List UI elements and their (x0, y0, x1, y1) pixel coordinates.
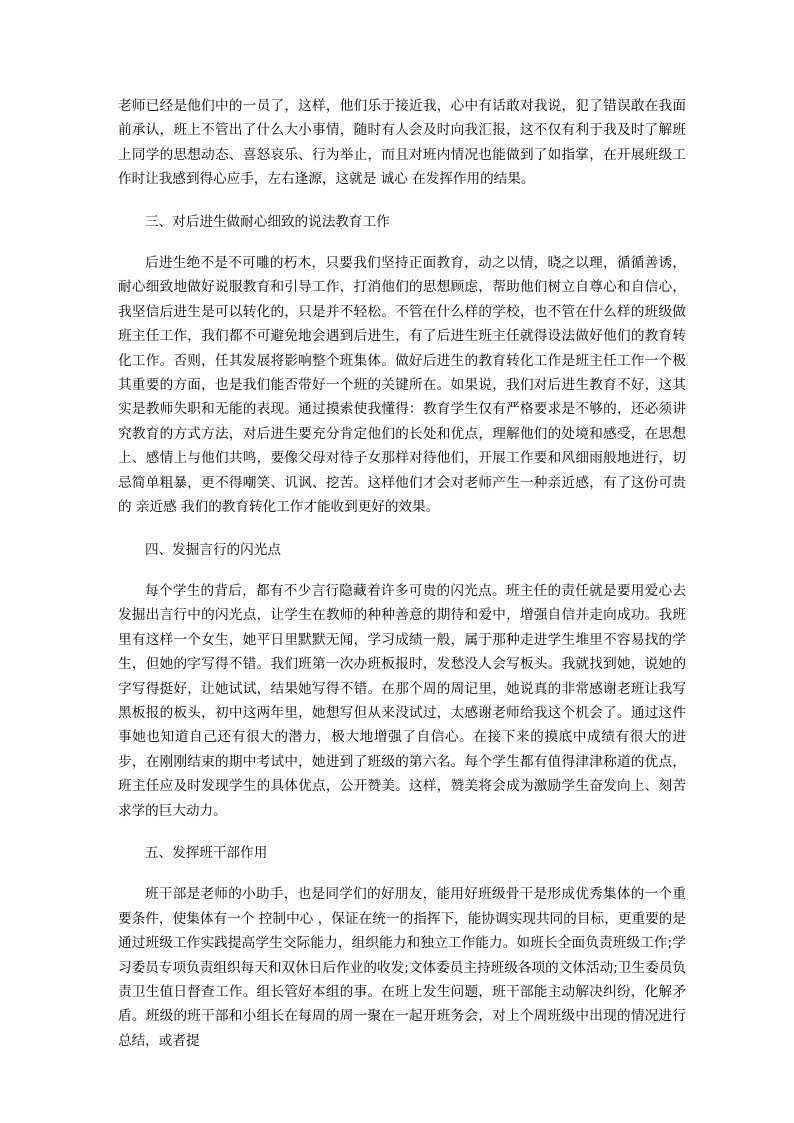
paragraph-section-5: 班干部是老师的小助手，也是同学们的好朋友，能用好班级骨干是形成优秀集体的一个重要条件，使集体有一个 控制中心 ，保证在统一的指挥下，能协调实现共同的目标，更重要的是通过班级工作实践提高学生交际能力，组织能力和独立工作能力。如班长全面负责班级工作;学习委员专项负责组织每天和双休日后作业的收发;文体委员主持班级各项的文体活动;卫生委员负责卫生值日督查工作。组长管好本组的事。在班上发生问题，班干部能主动解决纠纷，化解矛盾。班级的班干部和小组长在每周的周一聚在一起开班务会，对上个周班级中出现的情况进行总结，或者提 (118, 886, 686, 1049)
paragraph-intro: 老师已经是他们中的一员了，这样，他们乐于接近我，心中有话敢对我说，犯了错误敢在我面前承认，班上不管出了什么大小事情，随时有人会及时向我汇报，这不仅有利于我及时了解班上同学的思想动态、喜怒哀乐、行为举止，而且对班内情况也能做到了如指掌，在开展班级工作时让我感到得心应手，左右逢源，这就是 诚心 在发挥作用的结果。 (118, 98, 686, 188)
paragraph-section-3: 后进生绝不是不可雕的朽木，只要我们坚持正面教育，动之以情，晓之以理，循循善诱，耐心细致地做好说服教育和引导工作，打消他们的思想顾虑，帮助他们树立自尊心和自信心，我坚信后进生是可以转化的，只是并不轻松。不管在什么样的学校，也不管在什么样的班级做班主任工作，我们都不可避免地会遇到后进生，有了后进生班主任就得设法做好他们的教育转化工作。否则，任其发展将影响整个班集体。做好后进生的教育转化工作是班主任工作一个极其重要的方面，也是我们能否带好一个班的关键所在。如果说，我们对后进生教育不好，这其实是教师失职和无能的表现。通过摸索使我懂得：教育学生仅有严格要求是不够的，还必须讲究教育的方式方法，对后进生要充分肯定他们的长处和优点，理解他们的处境和感受，在思想上、感情上与他们共鸣，要像父母对待子女那样对待他们，开展工作要和风细雨般地进行，切忌简单粗暴，更不得嘲笑、讥讽、挖苦。这样他们才会对老师产生一种亲近感，有了这份可贵的 亲近感 我们的教育转化工作才能收到更好的效果。 (118, 255, 686, 516)
section-heading-4: 四、发掘言行的闪光点 (145, 541, 281, 558)
section-heading-5: 五、发挥班干部作用 (145, 844, 268, 861)
section-heading-3: 三、对后进生做耐心细致的说法教育工作 (145, 213, 390, 230)
paragraph-section-4: 每个学生的背后，都有不少言行隐藏着许多可贵的闪光点。班主任的责任就是要用爱心去发掘出言行中的闪光点，让学生在教师的种种善意的期待和爱中，增强自信并走向成功。我班里有这样一个女生，她平日里默默无闻，学习成绩一般，属于那种走进学生堆里不容易找的学生，但她的字写得不错。我们班第一次办班板报时，发愁没人会写板头。我就找到她，说她的字写得挺好，让她试试，结果她写得不错。在那个周的周记里，她说真的非常感谢老班让我写黑板报的板头，初中这两年里，她想写但从来没试过，太感谢老师给我这个机会了。通过这件事她也知道自己还有很大的潜力，极大地增强了自信心。在接下来的摸底中成绩有很大的进步，在刚刚结束的期中考试中，她进到了班级的第六名。每个学生都有值得津津称道的优点，班主任应及时发现学生的具体优点，公开赞美。这样，赞美将会成为激励学生奋发向上、刻苦求学的巨大动力。 (118, 582, 686, 819)
document-page (118, 94, 686, 1053)
